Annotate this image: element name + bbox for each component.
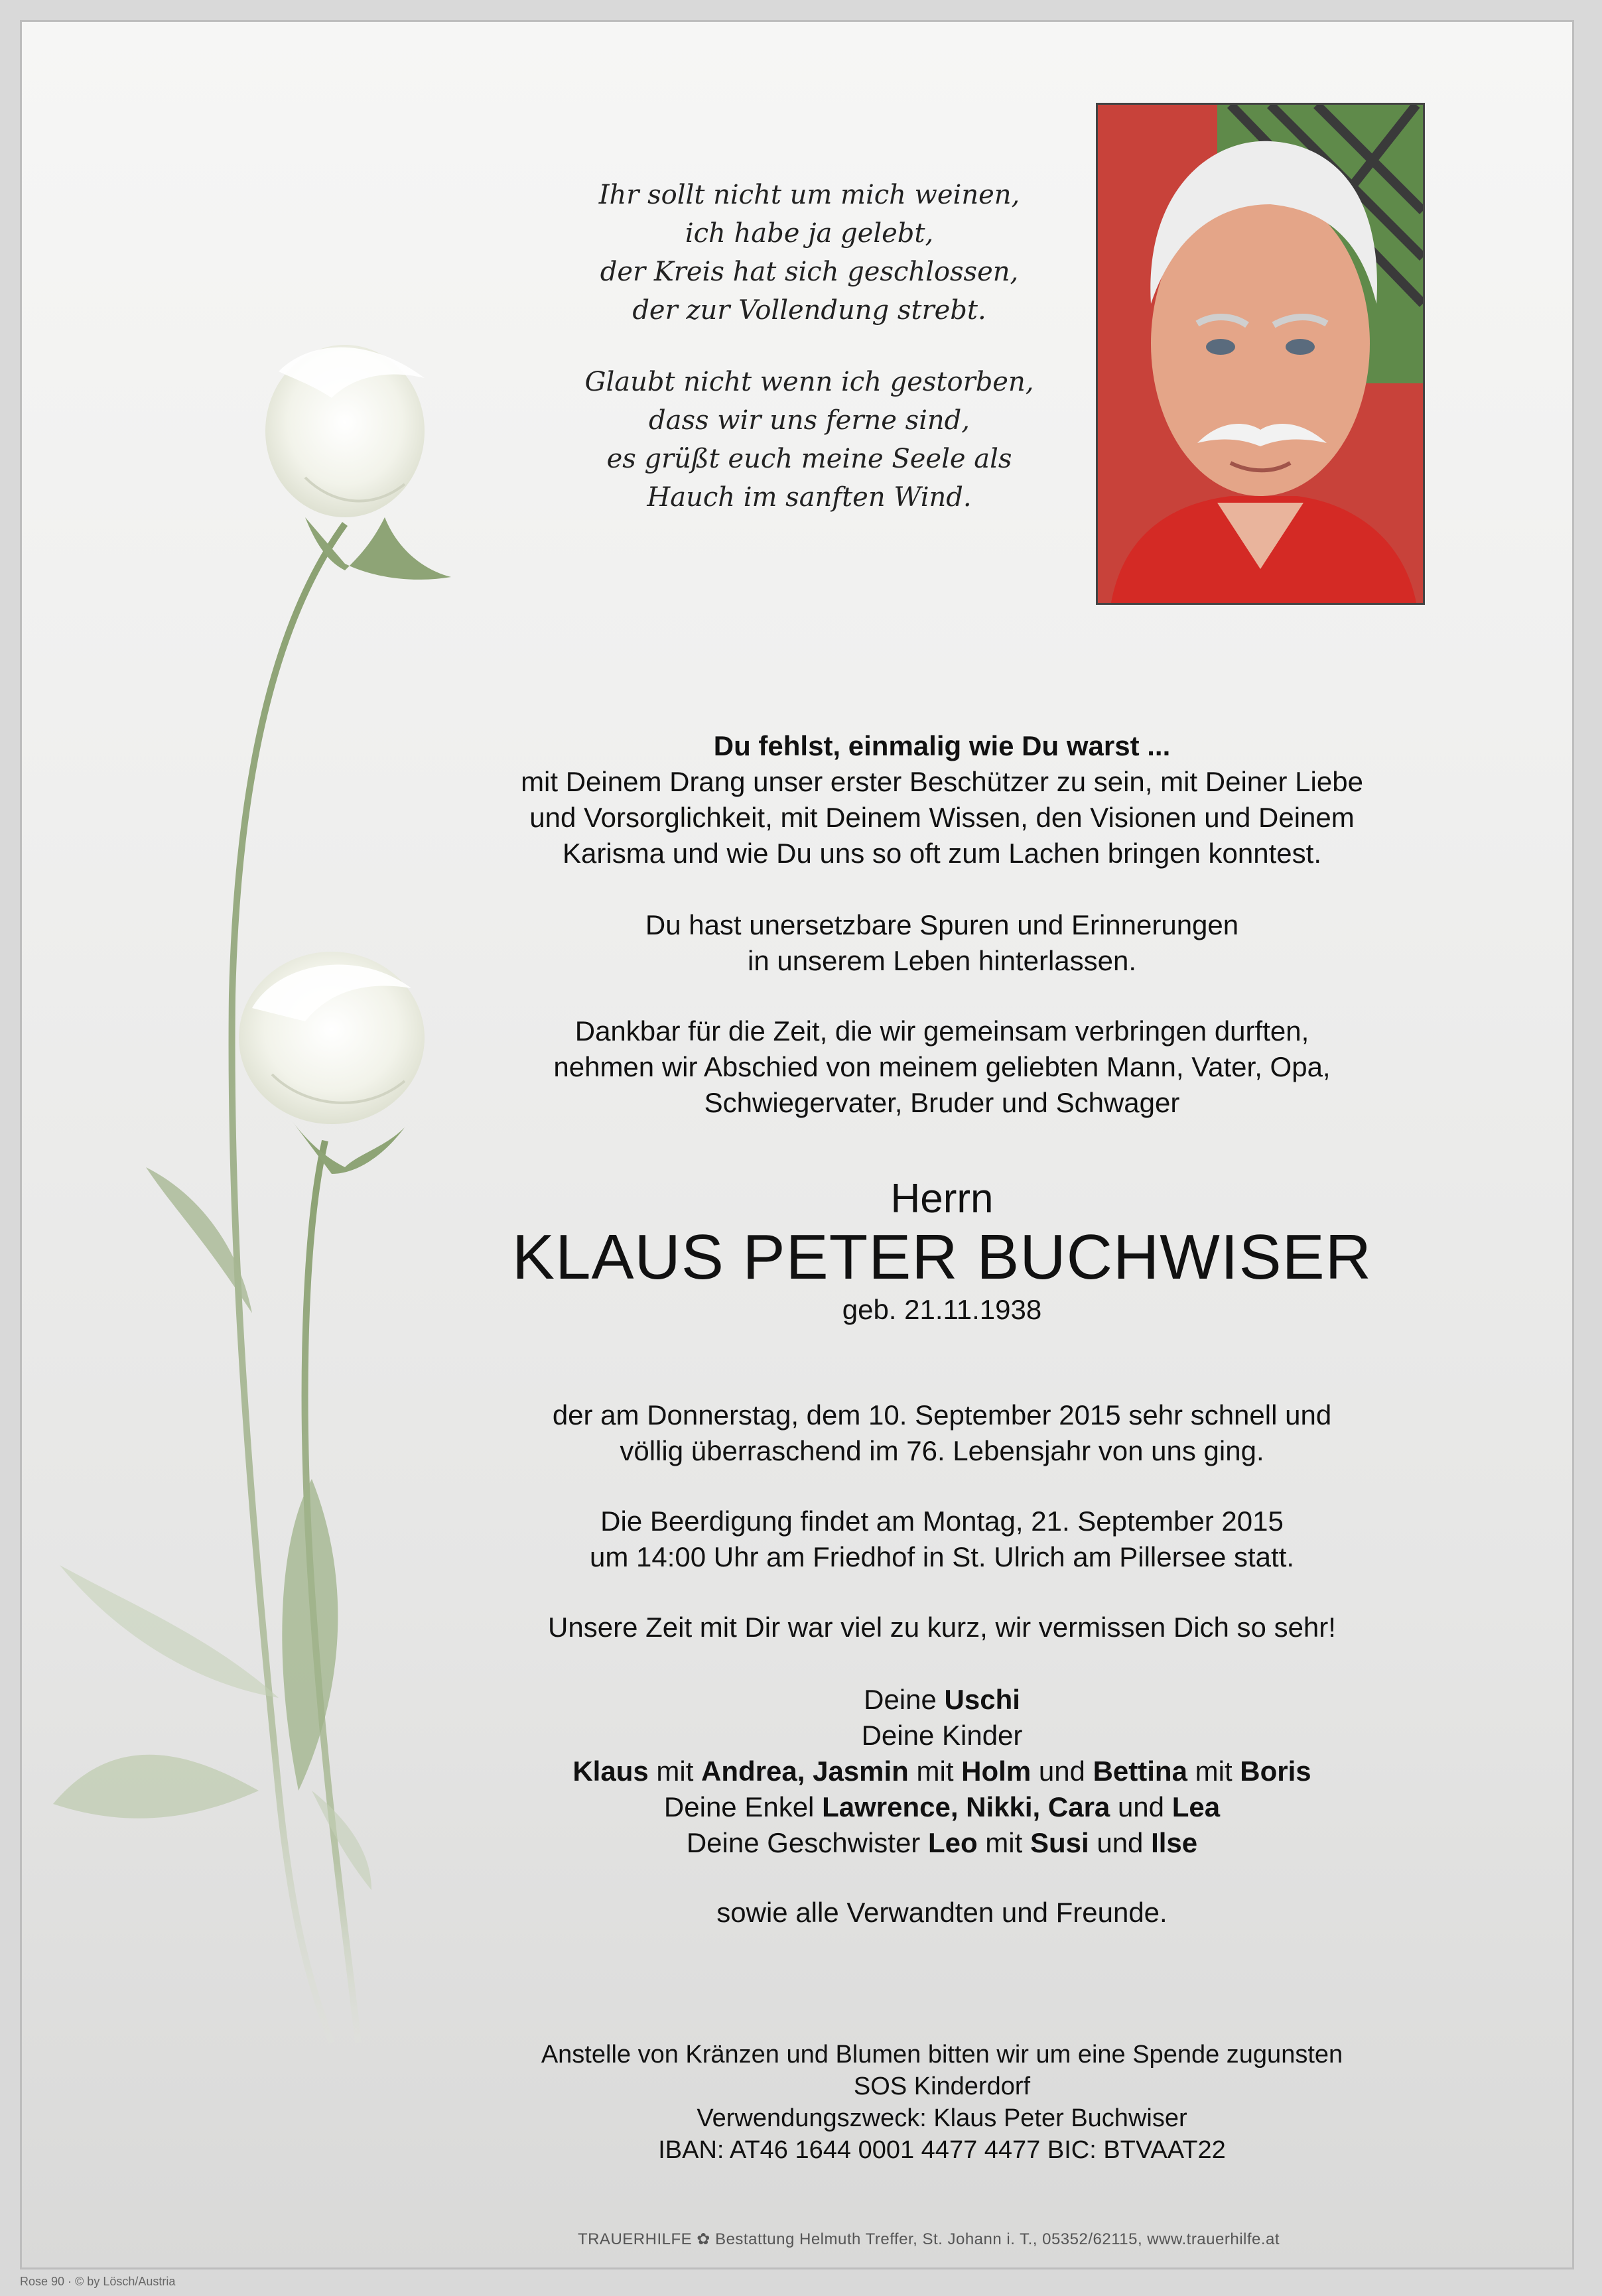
intro-line: mit Deinem Drang unser erster Beschützer zu sein, mit Deiner Liebe (521, 766, 1363, 797)
salutation: Herrn (890, 1176, 994, 1222)
poem-line: Ihr sollt nicht um mich weinen, (598, 180, 1020, 210)
gratitude-line: nehmen wir Abschied von meinem geliebten Mann, Vater, Opa, (553, 1051, 1331, 1082)
gratitude-line: Dankbar für die Zeit, die wir gemeinsam verbringen durften, (574, 1015, 1309, 1047)
name: Andrea (701, 1755, 797, 1787)
mourner-children (425, 1754, 1459, 1789)
text: und (1110, 1791, 1172, 1822)
funeral-home-footer: TRAUERHILFE ✿ Bestattung Helmuth Treffer, St. Johann i. T., 05352/62115, www.trauerhilfe.at (577, 2230, 1280, 2248)
death-line: der am Donnerstag, dem 10. September 2015 sehr schnell und (552, 1399, 1332, 1431)
name: Bettina (1093, 1755, 1187, 1787)
text: mit (977, 1827, 1030, 1858)
closing-text: Unsere Zeit mit Dir war viel zu kurz, wir vermissen Dich so sehr! (548, 1612, 1336, 1643)
name: Uschi (944, 1684, 1020, 1715)
closing-line (425, 1610, 1459, 1645)
donation-line: IBAN: AT46 1644 0001 4477 4477 BIC: BTVAAT22 (658, 2136, 1226, 2164)
text: , (797, 1755, 813, 1787)
intro-line: Karisma und wie Du uns so oft zum Lachen bringen konntest. (563, 838, 1321, 869)
mourners-list (425, 1682, 1459, 1861)
text: und (1031, 1755, 1093, 1787)
memories-line: in unserem Leben hinterlassen. (747, 945, 1137, 976)
relatives-line (425, 1895, 1459, 1931)
text: mit (648, 1755, 702, 1787)
poem-line: Glaubt nicht wenn ich gestorben, (584, 367, 1034, 397)
funeral-info (425, 1503, 1459, 1575)
text: Deine Geschwister (686, 1827, 928, 1858)
name: Klaus (572, 1755, 649, 1787)
name: Ilse (1151, 1827, 1198, 1858)
poem (544, 176, 1075, 550)
death-notice (425, 1397, 1459, 1469)
poem-line: der Kreis hat sich geschlossen, (600, 257, 1019, 287)
memories-line: Du hast unersetzbare Spuren und Erinnerungen (645, 909, 1239, 940)
portrait-image (1098, 105, 1423, 603)
poem-line: es grüßt euch meine Seele als (606, 444, 1012, 474)
text: und (1089, 1827, 1152, 1858)
poem-stanza-1 (544, 176, 1075, 330)
mourner-siblings (425, 1825, 1459, 1861)
donation-notice (425, 2039, 1459, 2166)
birth-date: geb. 21.11.1938 (842, 1294, 1042, 1325)
name: Lawrence, Nikki, Cara (822, 1791, 1110, 1822)
name: Holm (961, 1755, 1032, 1787)
name: Jasmin (813, 1755, 909, 1787)
relatives-text: sowie alle Verwandten und Freunde. (716, 1897, 1168, 1928)
intro-section (425, 728, 1459, 871)
name: Boris (1240, 1755, 1311, 1787)
name: Susi (1030, 1827, 1089, 1858)
copyright-credit: Rose 90 · © by Lösch/Austria (20, 2275, 176, 2288)
death-line: völlig überraschend im 76. Lebensjahr von uns ging. (620, 1435, 1264, 1466)
mourner-grandchildren (425, 1789, 1459, 1825)
gratitude-line: Schwiegervater, Bruder und Schwager (704, 1087, 1180, 1118)
gratitude-paragraph (425, 1013, 1459, 1121)
text: Deine (864, 1684, 945, 1715)
donation-line: SOS Kinderdorf (853, 2073, 1031, 2100)
text: Deine Enkel (663, 1791, 823, 1822)
mourner-children-label: Deine Kinder (861, 1720, 1023, 1751)
name: Leo (927, 1827, 978, 1858)
funeral-line: um 14:00 Uhr am Friedhof in St. Ulrich am Pillersee statt. (589, 1541, 1295, 1572)
portrait-photo (1096, 103, 1425, 605)
poem-line: Hauch im sanften Wind. (647, 482, 972, 513)
deceased-block (425, 1175, 1459, 1328)
donation-line: Verwendungszweck: Klaus Peter Buchwiser (697, 2104, 1187, 2132)
donation-line: Anstelle von Kränzen und Blumen bitten wir um eine Spende zugunsten (541, 2041, 1343, 2069)
deceased-name: KLAUS PETER BUCHWISER (512, 1222, 1372, 1293)
memories-paragraph (425, 907, 1459, 979)
poem-line: dass wir uns ferne sind, (648, 405, 970, 436)
name: Lea (1171, 1791, 1221, 1822)
funeral-line: Die Beerdigung findet am Montag, 21. September 2015 (600, 1505, 1284, 1537)
text: mit (1187, 1755, 1240, 1787)
text: mit (908, 1755, 962, 1787)
intro-line: und Vorsorglichkeit, mit Deinem Wissen, den Visionen und Deinem (529, 802, 1355, 833)
poem-line: der zur Vollendung strebt. (632, 295, 986, 326)
poem-line: ich habe ja gelebt, (685, 218, 934, 249)
mourner-wife (425, 1682, 1459, 1718)
poem-stanza-2 (544, 363, 1075, 517)
intro-heading: Du fehlst, einmalig wie Du warst ... (713, 730, 1171, 761)
